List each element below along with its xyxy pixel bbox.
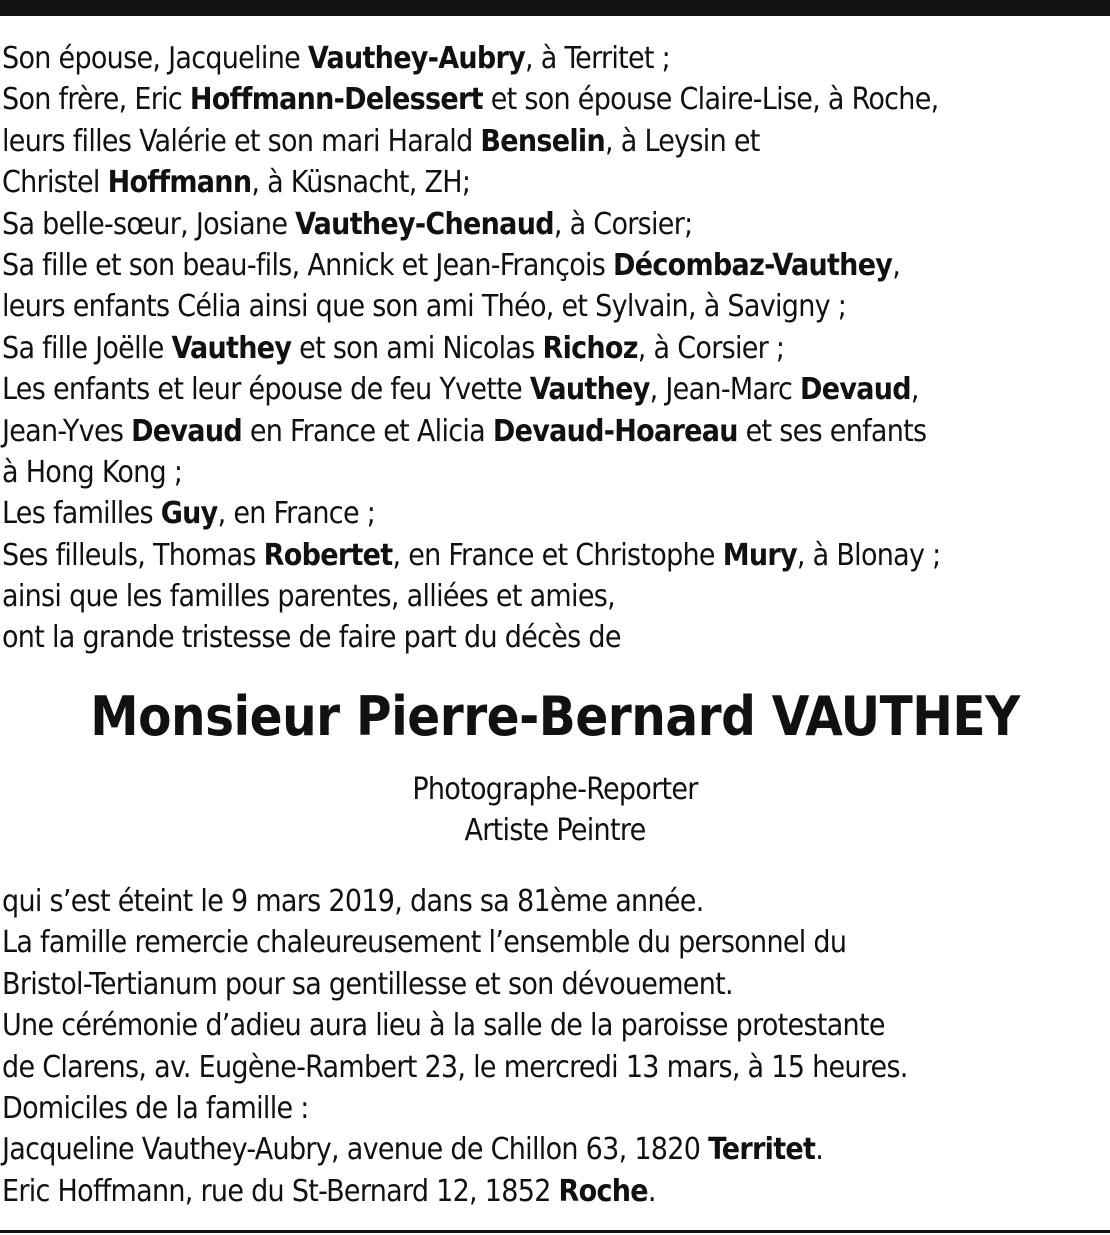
text-line	[2, 617, 1106, 658]
text-run: , en France ;	[217, 496, 376, 532]
text-run: et son épouse Claire-Lise, à Roche,	[482, 82, 939, 118]
text-line	[2, 121, 1106, 162]
bold-name: Vauthey-Aubry	[307, 41, 526, 76]
text-line	[2, 922, 1106, 963]
bold-name: Robertet	[263, 537, 393, 573]
text-run: Ses filleuls, Thomas	[2, 537, 264, 573]
text-line	[2, 1005, 1106, 1046]
bold-name: Devaud-Hoareau	[492, 413, 738, 449]
text-run: Sa fille et son beau-fils, Annick et Jean-François	[2, 247, 614, 283]
text-run: Eric Hoffmann, rue du St-Bernard 12, 1852	[2, 1173, 559, 1209]
bold-name: Roche	[558, 1173, 648, 1209]
bold-name: Guy	[160, 496, 218, 532]
text-run: La famille remercie chaleureusement l’ensemble du personnel du	[2, 925, 847, 961]
top-rule	[0, 0, 1110, 16]
text-line	[2, 1129, 1106, 1170]
text-line	[2, 79, 1106, 120]
text-line	[2, 411, 1106, 452]
text-run: , en France et Christophe	[392, 537, 723, 573]
bold-name: Décombaz-Vauthey	[613, 247, 893, 283]
text-line	[2, 1088, 1106, 1129]
text-run: Christel	[2, 165, 108, 201]
text-line	[2, 964, 1106, 1005]
text-run: Jacqueline Vauthey-Aubry, avenue de Chillon 63, 1820	[2, 1132, 709, 1168]
bold-name: Devaud	[131, 413, 242, 449]
text-run: à Hong Kong ;	[2, 454, 183, 490]
text-run: Sa belle-sœur, Josiane	[2, 206, 296, 242]
bold-name: Devaud	[800, 372, 911, 408]
text-run: Son frère, Eric	[2, 82, 190, 118]
text-run: Une cérémonie d’adieu aura lieu à la salle de la paroisse protestante	[2, 1008, 885, 1044]
text-line	[2, 369, 1106, 410]
text-run: ,	[892, 247, 901, 283]
bold-name: Hoffmann-Delessert	[189, 82, 483, 118]
text-run: Sa fille Joëlle	[2, 330, 172, 366]
text-run: Son épouse, Jacqueline	[2, 41, 308, 76]
text-run: Domiciles de la famille :	[2, 1090, 309, 1126]
text-run: , à Leysin et	[605, 123, 760, 159]
profession-line-2: Artiste Peintre	[464, 813, 646, 848]
text-run: , Jean-Marc	[649, 372, 801, 408]
bottom-rule	[0, 1230, 1110, 1233]
text-line	[2, 204, 1106, 245]
text-run: Les familles	[2, 496, 161, 532]
text-line	[2, 535, 1106, 576]
text-run: , à Küsnacht, ZH;	[251, 165, 471, 201]
text-run: .	[647, 1173, 656, 1209]
bold-name: Territet	[708, 1132, 816, 1168]
text-run: leurs filles Valérie et son mari Harald	[2, 123, 481, 159]
bold-name: Vauthey-Chenaud	[295, 206, 554, 242]
text-run: en France et Alicia	[241, 413, 493, 449]
deceased-name: Monsieur Pierre-Bernard VAUTHEY	[90, 685, 1020, 748]
text-run: Les enfants et leur épouse de feu Yvette	[2, 372, 530, 408]
text-run: .	[815, 1132, 824, 1168]
text-run: , à Corsier ;	[637, 330, 785, 366]
text-line	[2, 452, 1106, 493]
text-run: , à Corsier;	[553, 206, 693, 242]
bold-name: Richoz	[542, 330, 638, 366]
profession-line-1: Photographe-Reporter	[412, 772, 698, 807]
bold-name: Mury	[722, 537, 797, 573]
text-run: , à Territet ;	[525, 41, 671, 76]
bold-name: Vauthey	[529, 372, 650, 408]
bold-name: Hoffmann	[107, 165, 252, 201]
text-line	[2, 328, 1106, 369]
text-line	[2, 493, 1106, 534]
text-run: , à Blonay ;	[796, 537, 941, 573]
text-line	[2, 38, 1106, 79]
text-run: ,	[910, 372, 919, 408]
text-line	[2, 162, 1106, 203]
text-run: et son ami Nicolas	[291, 330, 543, 366]
text-run: et ses enfants	[737, 413, 927, 449]
text-run: ont la grande tristesse de faire part du décès de	[2, 620, 621, 656]
text-line	[2, 576, 1106, 617]
family-list	[2, 38, 1106, 659]
text-run: qui s’est éteint le 9 mars 2019, dans sa 81ème année.	[2, 884, 704, 919]
bold-name: Vauthey	[171, 330, 292, 366]
text-run: de Clarens, av. Eugène-Rambert 23, le mercredi 13 mars, à 15 heures.	[2, 1049, 908, 1085]
text-line	[2, 881, 1106, 922]
notice-text	[2, 881, 1106, 1212]
text-line	[2, 245, 1106, 286]
text-run: Jean-Yves	[2, 413, 132, 449]
text-run: ainsi que les familles parentes, alliées et amies,	[2, 579, 615, 615]
text-line	[2, 1171, 1106, 1212]
text-run: leurs enfants Célia ainsi que son ami Théo, et Sylvain, à Savigny ;	[2, 289, 847, 325]
text-line	[2, 1047, 1106, 1088]
text-run: Bristol-Tertianum pour sa gentillesse et son dévouement.	[2, 966, 733, 1002]
text-line	[2, 286, 1106, 327]
bold-name: Benselin	[480, 123, 605, 159]
